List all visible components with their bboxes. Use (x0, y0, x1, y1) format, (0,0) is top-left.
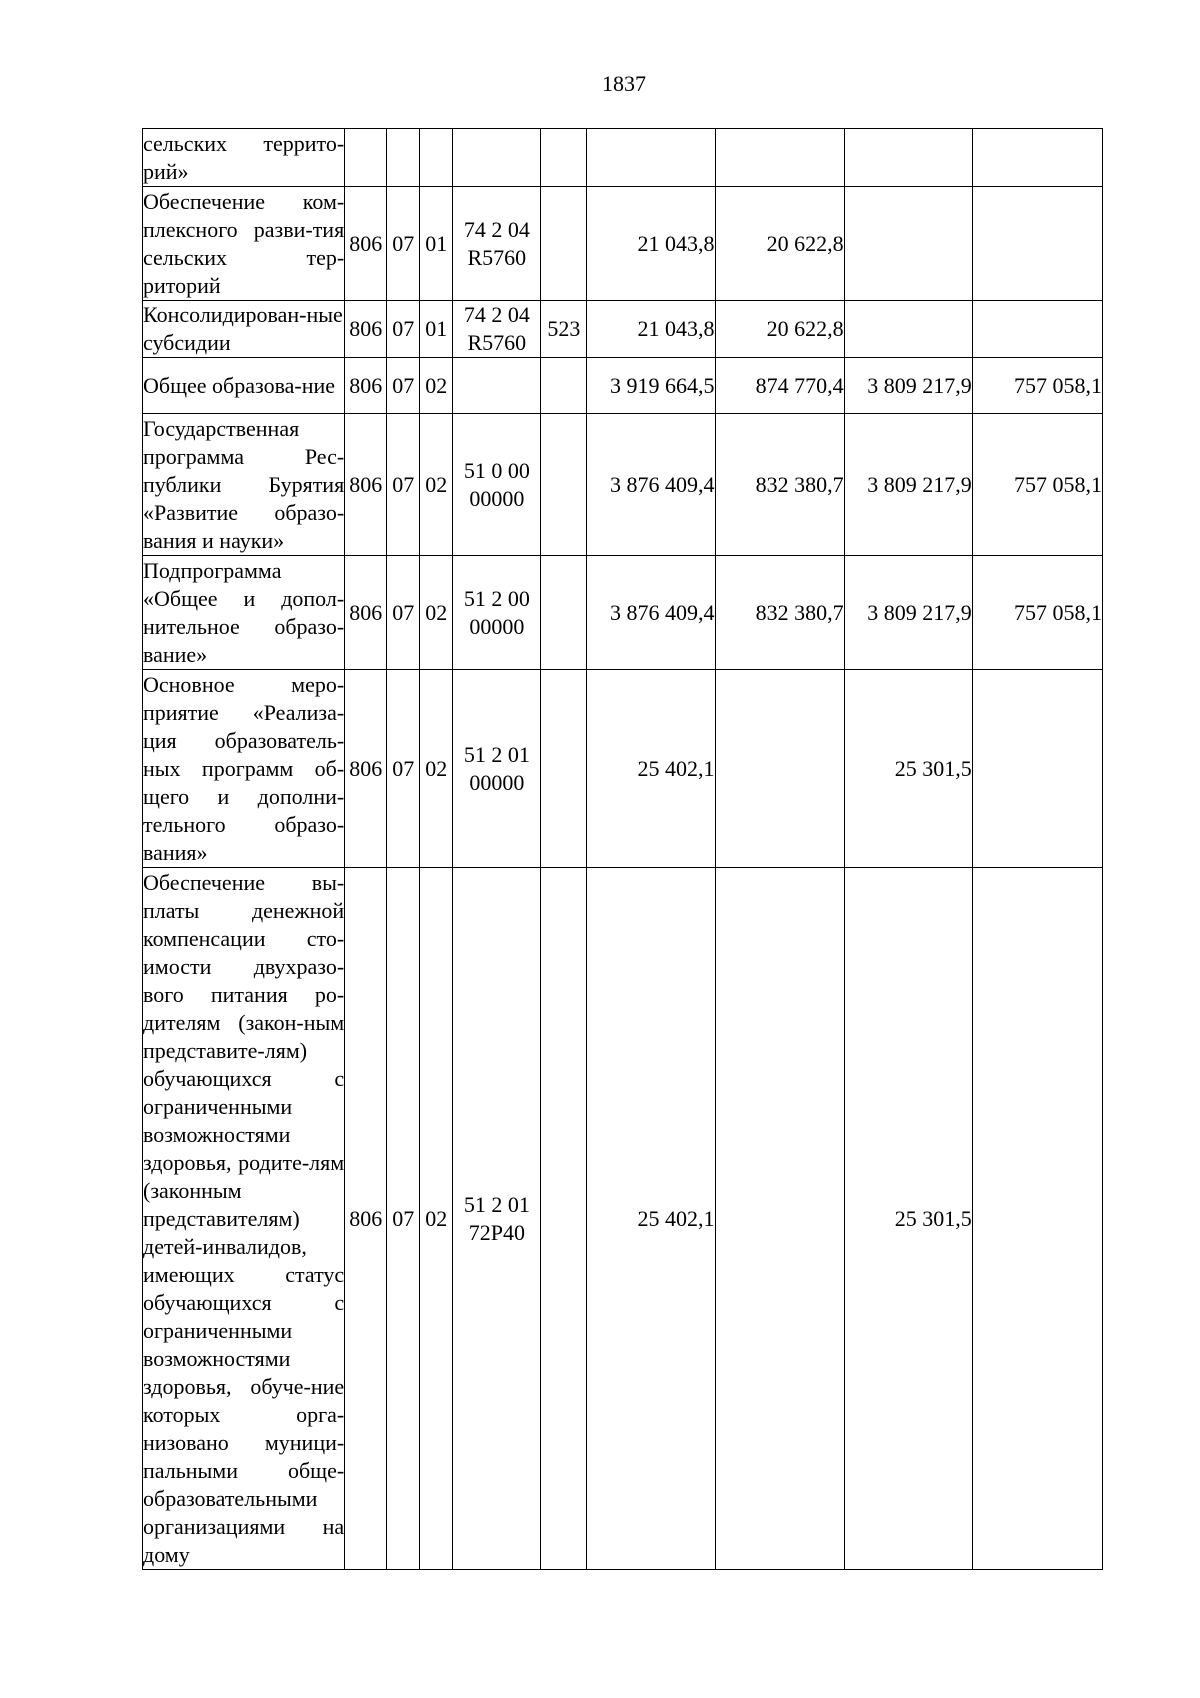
amount-cell: 21 043,8 (587, 301, 715, 358)
target-item-line: 51 2 01 (463, 1191, 530, 1217)
subsection-cell (420, 129, 453, 187)
amount-cell: 25 301,5 (844, 868, 972, 1570)
subsection-cell: 02 (420, 358, 453, 414)
amount-cell: 3 876 409,4 (587, 414, 715, 556)
target-item-line: 51 0 00 (463, 457, 530, 483)
section-cell: 07 (387, 670, 420, 868)
row-name-cell: Государственная программа Рес-публики Бурятия «Развитие образо-вания и науки» (143, 414, 345, 556)
section-cell (387, 129, 420, 187)
subsection-cell: 02 (420, 414, 453, 556)
amount-cell (715, 868, 844, 1570)
expense-type-cell (541, 556, 587, 670)
amount-cell: 25 402,1 (587, 868, 715, 1570)
amount-cell: 757 058,1 (972, 414, 1102, 556)
row-name-cell: Основное меро-приятие «Реализа-ция образователь-ных программ об-щего и дополни-тельного образо-вания» (143, 670, 345, 868)
target-item-line: 51 2 00 (463, 585, 530, 611)
page-number: 1837 (602, 71, 646, 96)
subsection-cell: 02 (420, 670, 453, 868)
target-item-line: 51 2 01 (463, 741, 530, 767)
row-name-cell: Обеспечение ком-плексного разви-тия сельских тер-риторий (143, 187, 345, 301)
section-cell: 07 (387, 187, 420, 301)
amount-cell: 20 622,8 (715, 187, 844, 301)
amount-cell: 832 380,7 (715, 556, 844, 670)
expense-type-cell (541, 414, 587, 556)
target-item-cell (453, 868, 541, 1570)
amount-cell: 757 058,1 (972, 358, 1102, 414)
target-item-cell (453, 358, 541, 414)
amount-cell (844, 129, 972, 187)
row-name-cell: Общее образова-ние (143, 358, 345, 414)
target-item-line: R5760 (467, 330, 527, 355)
amount-cell (844, 301, 972, 358)
amount-cell: 874 770,4 (715, 358, 844, 414)
table-row (143, 414, 1103, 556)
subsection-cell: 01 (420, 187, 453, 301)
grbs-cell: 806 (345, 556, 387, 670)
expense-type-cell: 523 (541, 301, 587, 358)
target-item-line: 00000 (469, 769, 525, 795)
amount-cell (715, 670, 844, 868)
table-row (143, 301, 1103, 358)
budget-table (142, 128, 1103, 1570)
grbs-cell: 806 (345, 187, 387, 301)
grbs-cell: 806 (345, 670, 387, 868)
row-name-cell: Обеспечение вы-платы денежной компенсации сто-имости двухразо-вого питания ро-дителям (закон-ным представите-лям) обучающихся с ограниченными возможностями здоровья, родите-лям (законным представителям) детей-инвалидов, имеющих статус обучающихся с ограниченными возможностями здоровья, обуче-ние которых орга-низовано муници-пальными обще-образовательными организациями на дому (143, 868, 345, 1570)
target-item-cell (453, 187, 541, 301)
target-item-line: 74 2 04 (463, 302, 530, 327)
table-row (143, 556, 1103, 670)
grbs-cell (345, 129, 387, 187)
section-cell: 07 (387, 556, 420, 670)
amount-cell (587, 129, 715, 187)
target-item-cell (453, 556, 541, 670)
subsection-cell: 01 (420, 301, 453, 358)
section-cell: 07 (387, 868, 420, 1570)
row-name-cell: Консолидирован-ные субсидии (143, 301, 345, 358)
row-name-cell: Подпрограмма «Общее и допол-нительное образо-вание» (143, 556, 345, 670)
expense-type-cell (541, 670, 587, 868)
amount-cell: 21 043,8 (587, 187, 715, 301)
table-row (143, 670, 1103, 868)
grbs-cell: 806 (345, 414, 387, 556)
amount-cell (972, 868, 1102, 1570)
table-row (143, 358, 1103, 414)
amount-cell (972, 670, 1102, 868)
amount-cell: 3 809 217,9 (844, 414, 972, 556)
amount-cell: 3 876 409,4 (587, 556, 715, 670)
grbs-cell: 806 (345, 868, 387, 1570)
target-item-cell (453, 129, 541, 187)
amount-cell: 832 380,7 (715, 414, 844, 556)
amount-cell (972, 187, 1102, 301)
target-item-line: 00000 (469, 613, 525, 639)
row-name-cell: сельских террито-рий» (143, 129, 345, 187)
expense-type-cell (541, 358, 587, 414)
target-item-line: R5760 (467, 244, 527, 270)
amount-cell (972, 129, 1102, 187)
target-item-cell (453, 670, 541, 868)
target-item-line: 00000 (469, 485, 525, 511)
amount-cell (844, 187, 972, 301)
amount-cell: 25 301,5 (844, 670, 972, 868)
amount-cell (972, 301, 1102, 358)
amount-cell (715, 129, 844, 187)
amount-cell: 3 919 664,5 (587, 358, 715, 414)
table-row (143, 129, 1103, 187)
section-cell: 07 (387, 358, 420, 414)
expense-type-cell (541, 868, 587, 1570)
target-item-cell (453, 414, 541, 556)
target-item-line: 74 2 04 (463, 216, 530, 242)
subsection-cell: 02 (420, 556, 453, 670)
amount-cell: 3 809 217,9 (844, 556, 972, 670)
table-body (143, 129, 1103, 1570)
expense-type-cell (541, 187, 587, 301)
table-row (143, 868, 1103, 1570)
target-item-line: 72Р40 (468, 1219, 525, 1245)
subsection-cell: 02 (420, 868, 453, 1570)
section-cell: 07 (387, 301, 420, 358)
amount-cell: 20 622,8 (715, 301, 844, 358)
section-cell: 07 (387, 414, 420, 556)
grbs-cell: 806 (345, 358, 387, 414)
grbs-cell: 806 (345, 301, 387, 358)
expense-type-cell (541, 129, 587, 187)
target-item-cell (453, 301, 541, 358)
amount-cell: 25 402,1 (587, 670, 715, 868)
amount-cell: 757 058,1 (972, 556, 1102, 670)
amount-cell: 3 809 217,9 (844, 358, 972, 414)
table-row (143, 187, 1103, 301)
